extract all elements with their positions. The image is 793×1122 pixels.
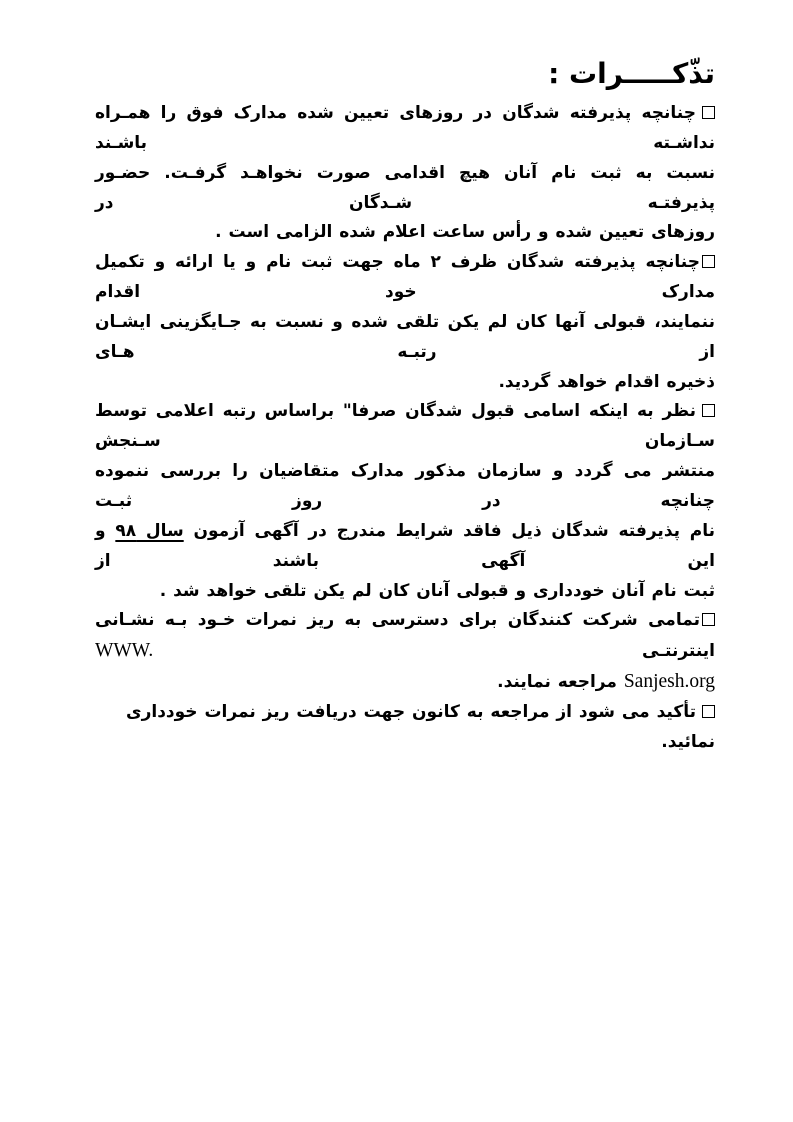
checkbox-icon (702, 106, 715, 119)
note-line-text: چنانچه پذیرفته شدگان در روزهای تعیین شده مدارک فوق را همـراه نداشـته باشـند (95, 103, 715, 153)
checkbox-icon (702, 705, 715, 718)
notes-section (95, 99, 715, 758)
note-item-4 (95, 606, 715, 698)
note-line-text: و این آگهی باشند از (95, 520, 715, 571)
note-line-text: مراجعه نمایند. (497, 672, 624, 693)
note-line-text: چنانچه پذیرفته شدگان ظرف ۲ ماه جهت ثبت نام و یا ارائه و تکمیل مدارک خود اقدام (95, 252, 715, 303)
note-line: روزهای تعیین شده و رأس ساعت اعلام شده الزامی است . (215, 222, 715, 243)
url-www: WWW. (95, 640, 154, 662)
page (95, 54, 715, 758)
page-title: تذّکـــــرات : (548, 57, 715, 90)
url-sanjesh: Sanjesh.org (623, 671, 715, 693)
checkbox-icon (702, 613, 715, 626)
note-line (95, 397, 715, 457)
note-line (95, 248, 715, 308)
note-line (95, 667, 715, 698)
note-line: نسبت به ثبت نام آنان هیچ اقدامی صورت نخواهـد گرفـت. حضـور پذیرفتـه شـدگان در (95, 162, 715, 213)
note-line-text: تأکید می شود از مراجعه به کانون جهت دریافت ریز نمرات خودداری نمائید. (126, 701, 715, 752)
note-line: منتشر می گردد و سازمان مذکور مدارک متقاضیان را بررسی ننموده چنانچه در روز ثبـت (95, 461, 715, 511)
note-line: ننمایند، قبولی آنها کان لم یکن تلقی شده و نسبت به جـایگزینی ایشـان از رتبـه هـای (95, 311, 715, 362)
note-line (95, 606, 715, 667)
note-item-5 (95, 698, 715, 758)
note-line (95, 99, 715, 159)
note-item-3 (95, 397, 715, 606)
checkbox-icon (702, 404, 715, 417)
note-line (95, 698, 715, 758)
note-line (95, 517, 715, 577)
note-line-text: نام پذیرفته شدگان ذیل فاقد شرایط مندرج در آگهی آزمون (183, 520, 715, 541)
note-item-1 (95, 99, 715, 248)
note-line: ثبت نام آنان خودداری و قبولی آنان کان لم یکن تلقی خواهد شد . (159, 580, 715, 601)
underlined-year: سال ۹۸ (115, 520, 184, 541)
note-line-text: تمامی شرکت کنندگان برای دسترسی به ریز نمرات خـود بـه نشـانی اینترنتـی (95, 610, 715, 662)
note-line-text: نظر به اینکه اسامی قبول شدگان صرفا" براساس رتبه اعلامی توسط سـازمان سـنجش (95, 401, 715, 452)
checkbox-icon (702, 255, 715, 268)
note-line: ذخیره اقدام خواهد گردید. (498, 371, 715, 392)
note-item-2 (95, 248, 715, 397)
